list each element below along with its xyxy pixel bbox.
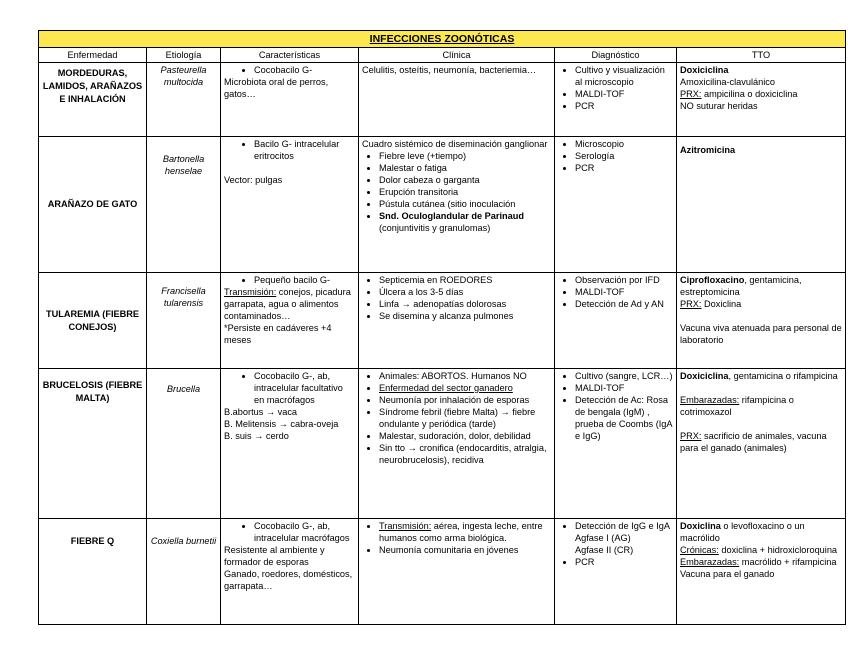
diagnosis-cell: • Detección de IgG e IgA Agfase I (AG) Agfase II (CR) • PCR [555,519,677,625]
table-row [39,273,846,369]
tto-cell: Azitromicina [677,137,846,273]
table-row [39,63,846,137]
clinic-cell: • Transmisión: aérea, ingesta leche, entre humanos como arma biológica. • Neumonía comunitaria en jóvenes [359,519,555,625]
table-row [39,137,846,273]
diagnosis-cell: • Cultivo y visualización al microscopio • MALDI-TOF • PCR [555,63,677,137]
header-clinica: Clínica [359,48,555,63]
etiology: Bartonella henselae [147,137,221,273]
features-cell: • Cocobacilo G-, ab, intracelular facultativo en macrófagos B.abortus → vaca B. Melitensis → cabra-oveja B. suis → cerdo [221,369,359,519]
etiology: Brucella [147,369,221,519]
etiology: Francisella tularensis [147,273,221,369]
header-enfermedad: Enfermedad [39,48,147,63]
disease-name: BRUCELOSIS (FIEBRE MALTA) [39,369,147,519]
table-row [39,369,846,519]
disease-name: FIEBRE Q [39,519,147,625]
disease-name: TULAREMIA (FIEBRE CONEJOS) [39,273,147,369]
clinic-cell: • Animales: ABORTOS. Humanos NO • Enfermedad del sector ganadero • Neumonía por inhalación de esporas • Síndrome febril (fiebre Malta) → fiebre ondulante y periódica (tarde) • Malestar, sudoración, dolor, debilidad • Sin tto → cronifica (endocarditis, atralgia, neurobrucelosis), recidiva [359,369,555,519]
tto-cell: Ciprofloxacino, gentamicina, estreptomicina PRX: Doxiclina Vacuna viva atenuada para personal de laboratorio [677,273,846,369]
header-caracteristicas: Características [221,48,359,63]
clinic-cell: • Septicemia en ROEDORES • Úlcera a los 3-5 días • Linfa → adenopatías dolorosas • Se disemina y alcanza pulmones [359,273,555,369]
header-etiologia: Etiología [147,48,221,63]
table-row [39,519,846,625]
clinic-cell: Cuadro sistémico de diseminación ganglionar • Fiebre leve (+tiempo) • Malestar o fatiga • Dolor cabeza o garganta • Erupción transitoria • Pústula cutánea (sitio inoculación • Snd. Oculoglandular de Parinaud (conjuntivitis y granulomas) [359,137,555,273]
features-cell: • Cocobacilo G- Microbiota oral de perros, gatos… [221,63,359,137]
disease-name: ARAÑAZO DE GATO [39,137,147,273]
features-cell: • Pequeño bacilo G- Transmisión: conejos, picadura garrapata, agua o alimentos contaminados… *Persiste en cadáveres +4 meses [221,273,359,369]
header-diagnostico: Diagnóstico [555,48,677,63]
etiology: Pasteurella multocida [147,63,221,137]
features-cell: • Bacilo G- intracelular eritrocitos Vector: pulgas [221,137,359,273]
clinic-cell: Celulitis, osteítis, neumonía, bacteriemia… [359,63,555,137]
diagnosis-cell: • Cultivo (sangre, LCR…) • MALDI-TOF • Detección de Ac: Rosa de bengala (IgM) , prueba de Coombs (IgA e IgG) [555,369,677,519]
etiology: Coxiella burnetii [147,519,221,625]
tto-cell: Doxiciclina Amoxicilina-clavulánico PRX: ampicilina o doxiciclina NO suturar heridas [677,63,846,137]
header-tto: TTO [677,48,846,63]
diagnosis-cell: • Observación por IFD • MALDI-TOF • Detección de Ad y AN [555,273,677,369]
features-cell: • Cocobacilo G-, ab, intracelular macrófagos Resistente al ambiente y formador de esporas Ganado, roedores, domésticos, garrapata… [221,519,359,625]
table-title: INFECCIONES ZOONÓTICAS [39,31,846,48]
diagnosis-cell: • Microscopio • Serología • PCR [555,137,677,273]
tto-cell: Doxiciclina, gentamicina o rifampicina Embarazadas: rifampicina o cotrimoxazol PRX: sacrificio de animales, vacuna para el ganado (animales) [677,369,846,519]
disease-name: MORDEDURAS, LAMIDOS, ARAÑAZOS E INHALACIÓN [39,63,147,137]
tto-cell: Doxiclina o levofloxacino o un macrólido Crónicas: doxiclina + hidroxicloroquina Embarazadas: macrólido + rifampicina Vacuna para el ganado [677,519,846,625]
zoonotic-infections-table [38,30,846,625]
